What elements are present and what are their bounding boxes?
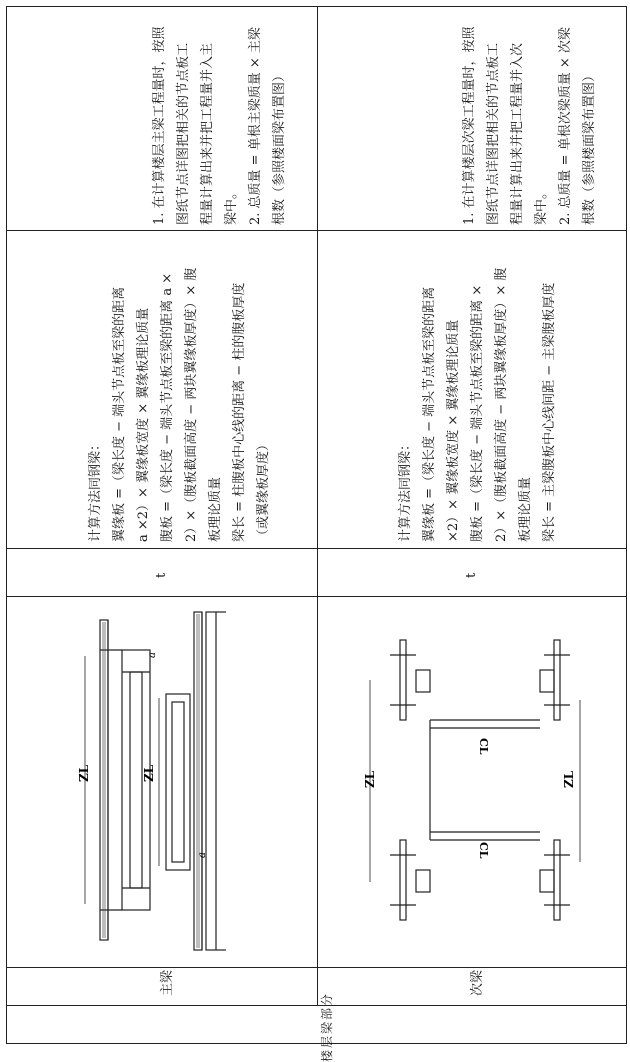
zl-label-top: ZL xyxy=(77,764,91,782)
method-line: 翼缘板 =（梁长度 − 端头节点板至梁的距离 xyxy=(112,286,127,542)
note-line: 根数（参照楼面梁布置图） xyxy=(582,68,597,225)
secondary-beam-diagram xyxy=(330,600,610,962)
note-line: 图纸节点详图把相关的节点板工 xyxy=(486,42,501,225)
method-line: 腹板 =（梁长度 − 端头节点板至梁的距离 × xyxy=(470,284,485,542)
section-label-text: 楼层梁部分 xyxy=(320,991,334,1062)
method-line: 板理论质量 xyxy=(518,476,533,542)
zl-label-top: ZL xyxy=(363,770,377,788)
method-line: 翼缘板 =（梁长度 − 端头节点板至梁的距离 xyxy=(422,286,437,542)
a-mark-bottom: a xyxy=(197,852,208,858)
zl-label-bottom: ZL xyxy=(142,764,156,782)
unit-main-beam: t xyxy=(154,572,169,578)
method-cell-main-beam xyxy=(84,237,276,542)
note-line: 程量计算出来并把工程量并入次 xyxy=(510,42,525,225)
note-line: 2. 总质量 = 单根主梁质量 × 主梁 xyxy=(248,27,263,225)
method-line: 梁长 = 柱腹板中心线的距离 − 柱的腹板厚度 xyxy=(232,282,247,542)
border-bottom xyxy=(6,1043,627,1044)
border-right xyxy=(626,6,627,1044)
method-line: 计算方法同钢梁： xyxy=(398,437,413,542)
method-line: 腹板 =（梁长度 − 端头节点板至梁的距离 a × xyxy=(160,272,175,542)
note-line: 梁中。 xyxy=(534,185,549,225)
notes-cell-main-beam xyxy=(148,10,292,225)
method-line: 板理论质量 xyxy=(208,476,223,542)
notes-cell-secondary-beam xyxy=(458,10,602,225)
method-line: a ×2）× 翼缘板宽度 × 翼缘板理论质量 xyxy=(136,307,151,542)
row-name-secondary-beam: 次梁 xyxy=(470,969,485,996)
method-line: 梁长 = 主梁腹板中心线间距 − 主梁腹板厚度 xyxy=(542,282,557,542)
main-beam-diagram xyxy=(60,600,310,962)
cl-label-top: CL xyxy=(477,738,490,755)
row-name-main-beam: 主梁 xyxy=(160,969,175,996)
method-line: （或翼缘板厚度） xyxy=(256,437,271,542)
method-line: ×2）× 翼缘板宽度 × 翼缘板理论质量 xyxy=(446,319,461,542)
method-line: 2）×（腹板截面高度 − 两块翼缘板厚度）× 腹 xyxy=(184,267,199,542)
zl-label-bottom: ZL xyxy=(562,770,576,788)
sep-row xyxy=(317,6,318,1006)
border-left xyxy=(6,6,7,1044)
note-line: 梁中。 xyxy=(224,185,239,225)
note-line: 程量计算出来并把工程量并入主 xyxy=(200,42,215,225)
a-mark-top: a xyxy=(147,652,158,658)
cl-label-bottom: CL xyxy=(477,842,490,859)
unit-secondary-beam: t xyxy=(464,572,479,578)
method-cell-secondary-beam xyxy=(394,237,562,542)
note-line: 1. 在计算楼层主梁工程量时，按照 xyxy=(152,26,167,225)
note-line: 图纸节点详图把相关的节点板工 xyxy=(176,42,191,225)
note-line: 2. 总质量 = 单根次梁质量 × 次梁 xyxy=(558,27,573,225)
note-line: 根数（参照楼面梁布置图） xyxy=(272,68,287,225)
note-line: 1. 在计算楼层次梁工程量时，按照 xyxy=(462,26,477,225)
method-line: 2）×（腹板截面高度 − 两块翼缘板厚度）× 腹 xyxy=(494,267,509,542)
method-line: 计算方法同钢梁： xyxy=(88,437,103,542)
